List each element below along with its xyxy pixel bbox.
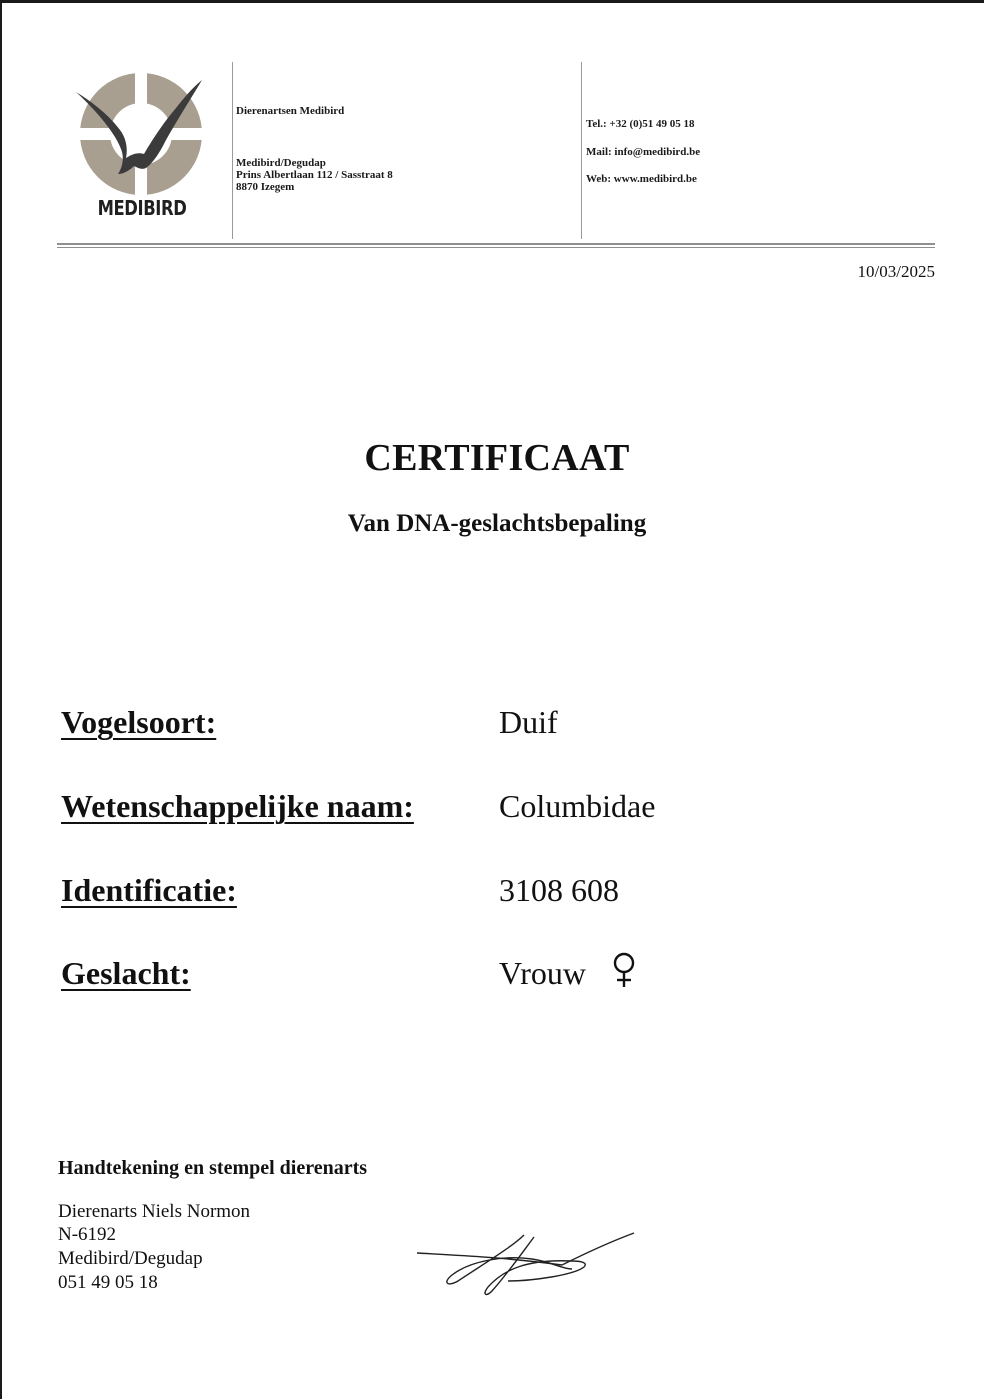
vet-phone: 051 49 05 18	[58, 1272, 158, 1293]
page-top-border	[0, 0, 984, 3]
field-value-sex: Vrouw	[499, 955, 586, 991]
field-label-sex: Geslacht:	[61, 955, 191, 991]
page-left-border	[0, 0, 2, 1399]
contact-email: Mail: info@medibird.be	[586, 146, 701, 158]
vet-practice: Medibird/Degudap	[58, 1248, 203, 1269]
handwritten-signature-icon	[412, 1225, 642, 1305]
contact-website: Web: www.medibird.be	[586, 173, 697, 185]
header-divider-left	[232, 62, 233, 239]
field-label-species: Vogelsoort:	[61, 704, 217, 740]
bird-in-circle-logo-icon	[72, 70, 212, 195]
field-value-scientific-name: Columbidae	[499, 788, 656, 824]
header-divider-right	[581, 62, 582, 239]
certificate-title: CERTIFICAAT	[364, 437, 630, 479]
clinic-name: Dierenartsen Medibird	[236, 105, 345, 117]
address-line: 8870 Izegem	[236, 181, 295, 193]
header-rule	[57, 243, 935, 248]
signature-heading: Handtekening en stempel dierenarts	[58, 1157, 368, 1179]
document-date: 10/03/2025	[857, 262, 935, 281]
field-label-identification: Identificatie:	[61, 872, 237, 908]
field-value-species: Duif	[499, 704, 558, 740]
vet-number: N-6192	[58, 1224, 117, 1245]
medibird-logo	[72, 70, 212, 230]
field-label-scientific-name: Wetenschappelijke naam:	[61, 788, 414, 824]
address-line: Prins Albertlaan 112 / Sasstraat 8	[236, 169, 393, 181]
field-value-identification: 3108 608	[499, 872, 619, 908]
contact-phone: Tel.: +32 (0)51 49 05 18	[586, 118, 695, 130]
vet-name: Dierenarts Niels Normon	[58, 1201, 251, 1222]
logo-wordmark: MEDIBIRD	[97, 196, 187, 220]
certificate-subtitle: Van DNA-geslachtsbepaling	[347, 510, 647, 537]
address-line: Medibird/Degudap	[236, 157, 326, 169]
clinic-address	[236, 157, 536, 193]
female-symbol-icon	[610, 951, 638, 991]
